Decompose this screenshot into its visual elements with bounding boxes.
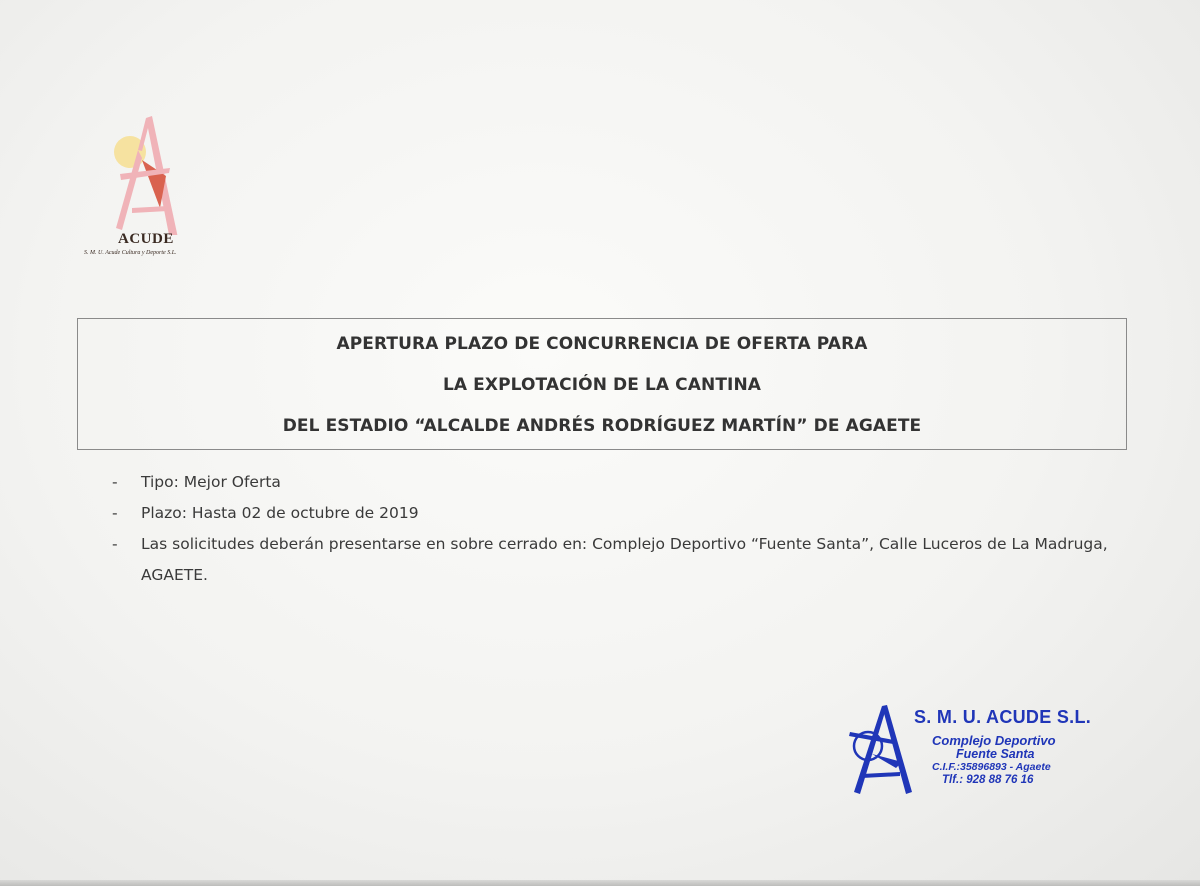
detail-text: Tipo: Mejor Oferta (141, 473, 281, 491)
details-list (112, 467, 1112, 591)
stamp-line-3: C.I.F.:35896893 - Agaete (932, 761, 1051, 773)
acude-logo (80, 110, 220, 260)
detail-text: Plazo: Hasta 02 de octubre de 2019 (141, 504, 419, 522)
page-edge (0, 880, 1200, 886)
detail-item-tipo (112, 467, 1112, 498)
bullet-dash: - (112, 473, 118, 491)
bullet-dash: - (112, 535, 118, 553)
title-line-2: LA EXPLOTACIÓN DE LA CANTINA (442, 374, 762, 395)
title-box (77, 318, 1127, 450)
stamp-a-logo-icon (846, 702, 916, 797)
stamp-line-4: Tlf.: 928 88 76 16 (942, 774, 1034, 786)
stamp-line-2: Fuente Santa (956, 747, 1035, 761)
detail-text: Las solicitudes deberán presentarse en sobre cerrado en: Complejo Deportivo “Fuente Santa”, Calle Luceros de La Madruga, AGAETE. (141, 535, 1108, 584)
acude-a-logo-icon (108, 110, 188, 235)
company-stamp (846, 700, 1106, 800)
detail-item-solicitudes (112, 529, 1112, 591)
stamp-title: S. M. U. ACUDE S.L. (914, 707, 1092, 727)
title-line-3: DEL ESTADIO “ALCALDE ANDRÉS RODRÍGUEZ MARTÍN” DE AGAETE (282, 416, 922, 437)
stamp-line-1: Complejo Deportivo (932, 733, 1056, 748)
title-line-1: APERTURA PLAZO DE CONCURRENCIA DE OFERTA PARA (336, 333, 868, 354)
logo-name: ACUDE (118, 231, 174, 247)
detail-item-plazo (112, 498, 1112, 529)
logo-subtitle: S. M. U. Acude Cultura y Deporte S.L. (84, 250, 177, 256)
bullet-dash: - (112, 504, 118, 522)
